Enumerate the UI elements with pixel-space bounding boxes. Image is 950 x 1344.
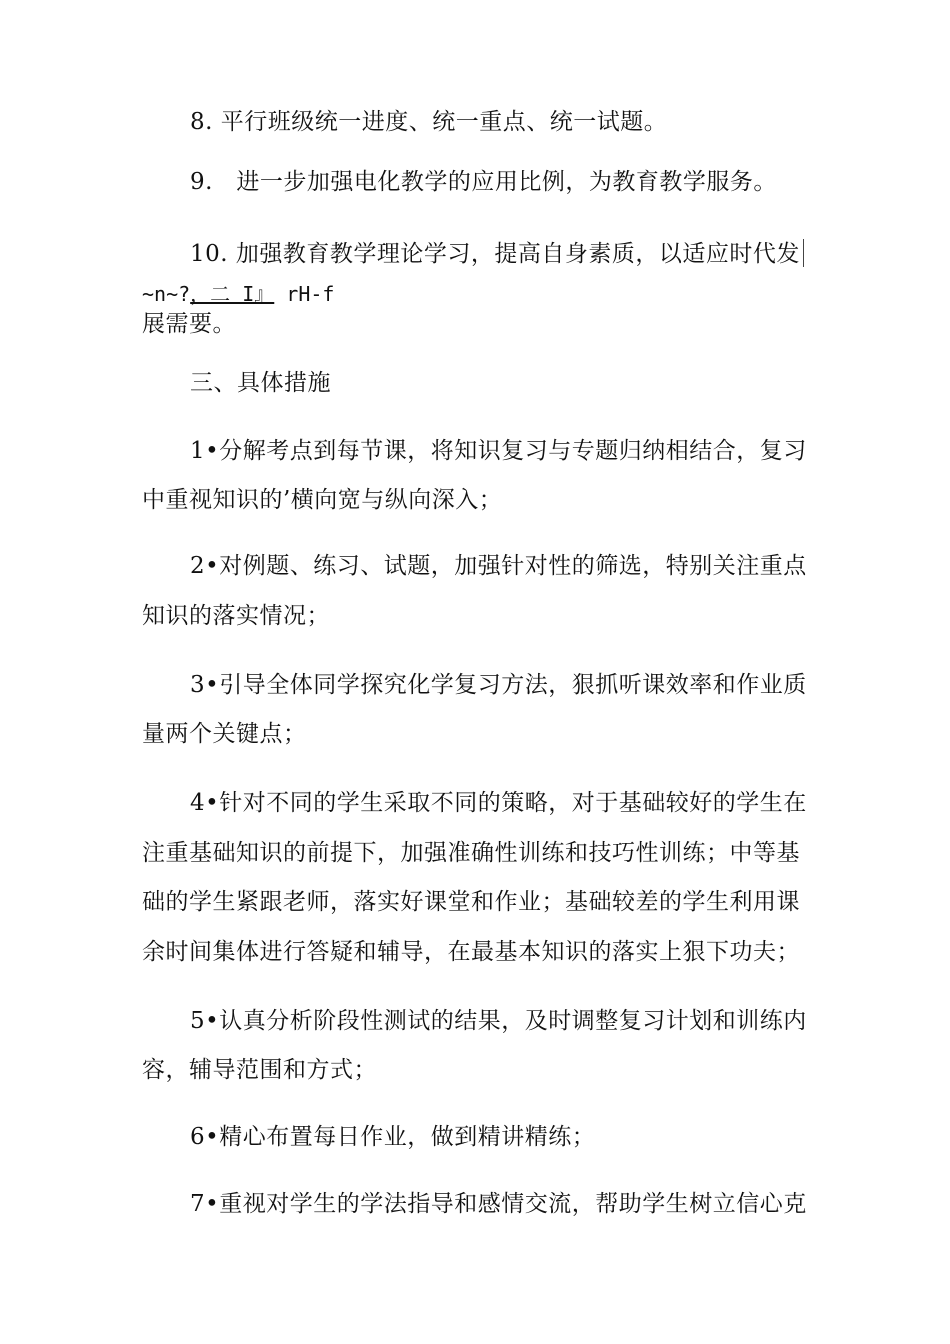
measure-4-line-1: 4•针对不同的学生采取不同的策略，对于基础较好的学生在 [190,790,807,816]
measure-2-line-2: 知识的落实情况； [142,603,330,629]
measure-7-line-1: 7•重视对学生的学法指导和感情交流，帮助学生树立信心克 [190,1191,807,1217]
scan-artifact-text [142,281,334,307]
measure-3-line-2: 量两个关键点； [142,721,307,747]
artifact-underlined: ，二 I』 [190,282,275,306]
item-8: 8. 平行班级统一进度、统一重点、统一试题。 [190,109,668,135]
artifact-prefix: ~n~? [142,282,191,306]
measure-2-line-1: 2•对例题、练习、试题，加强针对性的筛选，特别关注重点 [190,553,807,579]
item-10-continued: 展需要。 [142,311,236,337]
measure-4-line-4: 余时间集体进行答疑和辅导，在最基本知识的落实上狠下功夫； [142,939,800,965]
section-heading: 三、具体措施 [190,370,331,396]
item-9: 9. 进一步加强电化教学的应用比例，为教育教学服务。 [190,169,777,195]
measure-1-line-2: 中重视知识的’横向宽与纵向深入； [142,487,503,513]
item-10: 10. 加强教育教学理论学习，提高自身素质，以适应时代发 [190,241,800,267]
measure-5-line-1: 5•认真分析阶段性测试的结果，及时调整复习计划和训练内 [190,1008,807,1034]
measure-3-line-1: 3•引导全体同学探究化学复习方法，狠抓听课效率和作业质 [190,672,807,698]
measure-5-line-2: 容，辅导范围和方式； [142,1057,377,1083]
measure-4-line-2: 注重基础知识的前提下，加强准确性训练和技巧性训练；中等基 [142,840,800,866]
scan-vertical-bar [803,239,804,267]
artifact-suffix: rH-f [274,282,335,306]
measure-1-line-1: 1•分解考点到每节课，将知识复习与专题归纳相结合，复习 [190,438,807,464]
measure-6-line-1: 6•精心布置每日作业，做到精讲精练； [190,1124,596,1150]
measure-4-line-3: 础的学生紧跟老师，落实好课堂和作业；基础较差的学生利用课 [142,889,800,915]
